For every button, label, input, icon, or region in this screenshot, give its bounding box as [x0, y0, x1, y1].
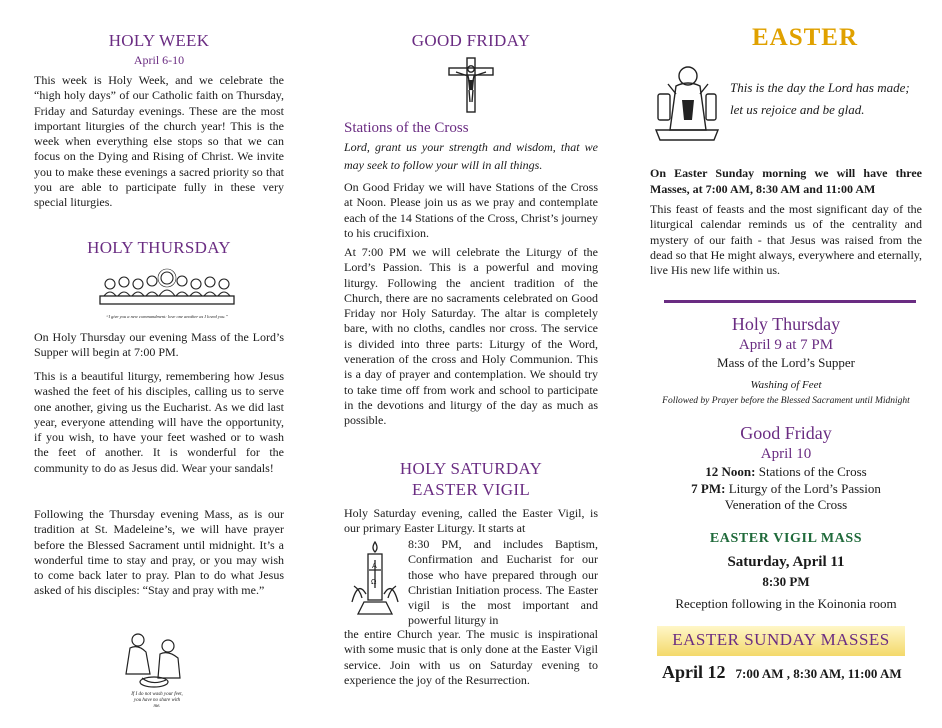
stations-prayer: Lord, grant us your strength and wisdom, that we may seek to follow your will in all things.: [344, 140, 598, 172]
schedule-vigil-title: EASTER VIGIL MASS: [709, 531, 863, 546]
holy-saturday-title: HOLY SATURDAY: [399, 459, 543, 478]
schedule-friday-7pm-text: Liturgy of the Lord’s Passion: [728, 481, 881, 496]
schedule-thursday-washing: Washing of Feet: [750, 379, 822, 391]
schedule-sunday-title: EASTER SUNDAY MASSES: [672, 630, 890, 649]
schedule-sunday-line: [662, 662, 922, 683]
holy-week-title: HOLY WEEK: [108, 31, 210, 50]
good-friday-title: GOOD FRIDAY: [411, 31, 531, 50]
vigil-body: 8:30 PM, and includes Baptism, Confirmation and Eucharist for our those who have prepared through our Christian Initiation process. The Easter vigil is the most important and powerful liturgy in: [408, 537, 598, 628]
easter-quote-line1: This is the day the Lord has made;: [730, 80, 910, 95]
schedule-thursday-mass: Mass of the Lord’s Supper: [717, 355, 855, 370]
purple-divider: [664, 300, 916, 303]
schedule-vigil-date: Saturday, April 11: [727, 554, 845, 570]
schedule-friday-title: Good Friday: [740, 423, 832, 443]
holy-thursday-title: HOLY THURSDAY: [87, 238, 231, 257]
paschal-candle-icon: [348, 540, 402, 618]
easter-quote-line2: let us rejoice and be glad.: [730, 102, 865, 117]
stations-title: Stations of the Cross: [344, 120, 469, 136]
easter-masses-text: On Easter Sunday morning we will have three Masses, at 7:00 AM, 8:30 AM and 11:00 AM: [650, 166, 922, 196]
foot-washing-illustration: [108, 630, 204, 716]
thursday-description: This is a beautiful liturgy, remembering how Jesus washed the feet of his disciples, calling us to serve one another, giving us the Eucharist. As we did last year, everyone attending will have the opportunity, if you wish, to have your feet washed or to wash the feet of another. It is wonderful for the community to do as Jesus did. Wear your sandals!: [34, 369, 284, 475]
schedule-vigil-reception: Reception following in the Koinonia room: [675, 596, 897, 611]
schedule-vigil-time: 8:30 PM: [762, 574, 810, 589]
last-supper-caption: “I give you a new commandment: love one another as I loved you.”: [105, 314, 229, 319]
holy-week-dates: April 6-10: [133, 53, 185, 67]
easter-title: EASTER: [751, 24, 859, 51]
schedule-friday-date: April 10: [760, 446, 812, 462]
vigil-closing: the entire Church year. The music is inspirational with some music that is only done at the Easter Vigil service. Join with us on Saturday evening to experience the joy of the Resurrection.: [344, 627, 598, 687]
schedule-friday-noon-text: Stations of the Cross: [758, 464, 867, 479]
thursday-mass-time: On Holy Thursday our evening Mass of the Lord’s Supper will begin at 7:00 PM.: [34, 330, 284, 360]
schedule-thursday-time: April 9 at 7 PM: [738, 337, 834, 353]
schedule-thursday-followed: Followed by Prayer before the Blessed Sacrament until Midnight: [662, 396, 910, 406]
easter-vigil-title: EASTER VIGIL: [411, 480, 531, 499]
schedule-friday-evening: [650, 481, 922, 497]
schedule-friday-noon-label: 12 Noon:: [705, 464, 756, 479]
good-friday-stations-text: On Good Friday we will have Stations of the Cross at Noon. Please join us as we pray and contemplate each of the 14 Stations of the Cross, Christ’s journey to his crucifixion.: [344, 180, 598, 240]
crucifix-icon: [446, 56, 496, 114]
schedule-friday-7pm-label: 7 PM:: [691, 481, 726, 496]
schedule-sunday-date: April 12: [662, 662, 726, 682]
schedule-sunday-times: 7:00 AM , 8:30 AM, 11:00 AM: [735, 666, 902, 681]
schedule-friday-noon: [650, 464, 922, 480]
good-friday-liturgy-text: At 7:00 PM we will celebrate the Liturgy of the Lord’s Passion. This is a powerful and moving liturgy. Following the ancient tradition of the Church, there are no sacraments celebrated on Good Friday nor Holy Saturday. The altar is completely bare, with no cloths, candles nor cross. The service is divided into three parts: Liturgy of the Word, veneration of the cross and Holy Communion. This is a day of prayer and contemplation. We should try to take time off from work and school to participate in the devotions and liturgy of the day as much as possible.: [344, 245, 598, 428]
easter-feast-text: This feast of feasts and the most significant day of the liturgical calendar reminds us of the centrality and mystery of our faith - that Jesus was raised from the dead so that He might always, everywhere and eternally, live His new life within us.: [650, 202, 922, 278]
vigil-intro: Holy Saturday evening, called the Easter Vigil, is our primary Easter Liturgy. It starts at: [344, 506, 598, 536]
thursday-prayer-note: Following the Thursday evening Mass, as is our tradition at St. Madeleine’s, we will have prayer before the Blessed Sacrament until midnight. It’s a wonderful time to stay and pray, or you may wish to come back later to pray. Plan to do what Jesus asked of his disciples: “Stay and pray with me.”: [34, 507, 284, 598]
schedule-friday-veneration: Veneration of the Cross: [724, 497, 848, 512]
risen-christ-illustration: [654, 60, 720, 144]
foot-washing-caption: If I do not wash your feet, you have no share with me.: [131, 692, 183, 709]
holy-week-text: This week is Holy Week, and we celebrate the “high holy days” of our Catholic faith on Thursday, Friday and Saturday evenings. These are the most important liturgies of the church year! This is the week when everything else stops so that we can focus on the Dying and Rising of Christ. We invite you to make these evenings a sacred priority so that you are able to participate fully in these very special liturgies.: [34, 73, 284, 210]
svg-text:A: A: [372, 562, 377, 570]
last-supper-illustration: [96, 266, 238, 326]
svg-text:Ω: Ω: [371, 578, 377, 586]
schedule-thursday-title: Holy Thursday: [731, 314, 841, 334]
